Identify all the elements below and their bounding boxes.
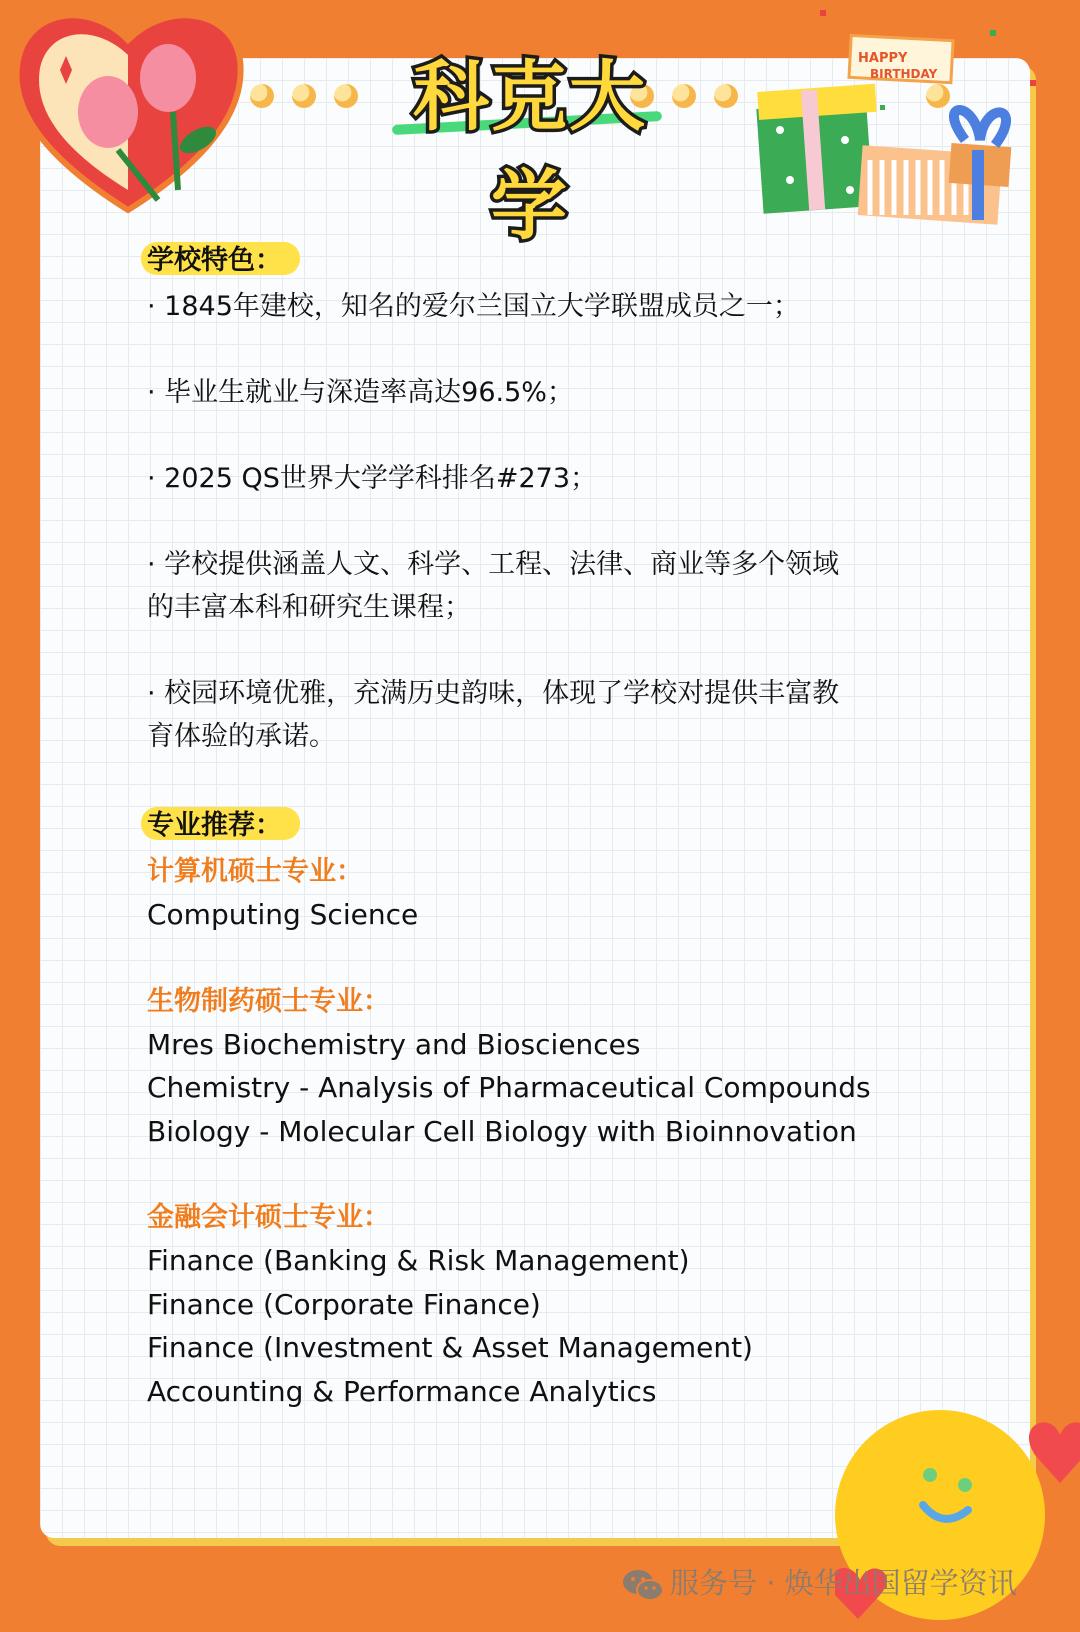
footer-source: 服务号 · 焕华出国留学资讯 bbox=[670, 1566, 1017, 1600]
heart-roses-icon bbox=[8, 0, 248, 215]
tag-line2: BIRTHDAY bbox=[870, 67, 938, 81]
wechat-icon bbox=[622, 1568, 664, 1604]
program-item: Finance (Corporate Finance) bbox=[147, 1287, 541, 1321]
program-item: Mres Biochemistry and Biosciences bbox=[147, 1027, 641, 1061]
program-item: Computing Science bbox=[147, 898, 419, 931]
program-item: Finance (Banking & Risk Management) bbox=[147, 1244, 690, 1277]
program-item: Biology - Molecular Cell Biology with Bioinnovation bbox=[147, 1114, 857, 1148]
feature-line: · 校园环境优雅，充满历史韵味，体现了学校对提供丰富教 bbox=[147, 678, 840, 709]
program-group-heading: 生物制药硕士专业： bbox=[147, 985, 390, 1017]
feature-line: 育体验的承诺。 bbox=[147, 721, 336, 752]
section-label-features: 学校特色： bbox=[147, 236, 300, 279]
feature-line: · 毕业生就业与深造率高达96.5%； bbox=[147, 377, 574, 408]
feature-line: · 学校提供涵盖人文、科学、工程、法律、商业等多个领域 bbox=[147, 549, 840, 580]
feature-line: 的丰富本科和研究生课程； bbox=[147, 592, 471, 623]
feature-line: · 2025 QS世界大学学科排名#273； bbox=[147, 463, 598, 494]
gift-boxes-icon bbox=[750, 10, 1050, 230]
page-title: 科克大学 bbox=[413, 52, 647, 250]
main-content bbox=[147, 236, 937, 1413]
section-label-programs: 专业推荐： bbox=[147, 801, 300, 844]
program-group-heading: 计算机硕士专业： bbox=[147, 856, 363, 887]
program-item: Accounting & Performance Analytics bbox=[147, 1374, 657, 1408]
program-group-heading: 金融会计硕士专业： bbox=[147, 1202, 390, 1233]
program-item: Finance (Investment & Asset Management) bbox=[147, 1331, 753, 1364]
feature-line: · 1845年建校，知名的爱尔兰国立大学联盟成员之一； bbox=[147, 291, 800, 322]
program-item: Chemistry - Analysis of Pharmaceutical Compounds bbox=[147, 1071, 871, 1104]
tag-line1: HAPPY bbox=[858, 51, 908, 66]
